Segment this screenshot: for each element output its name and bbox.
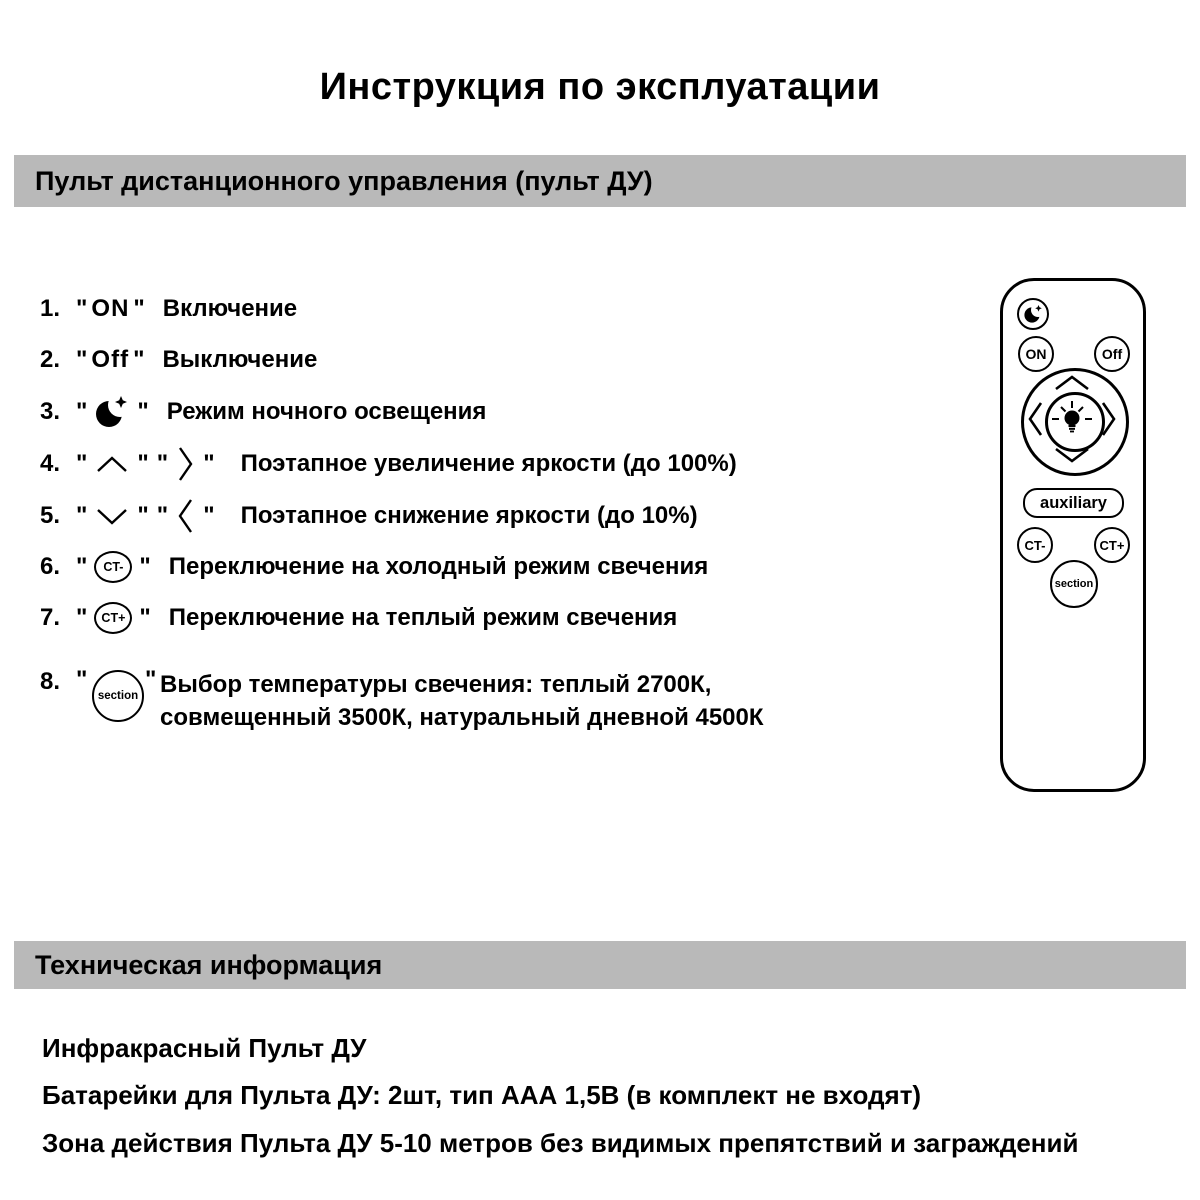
- quote-mark: ": [76, 553, 88, 580]
- list-item-brightness-down: [40, 494, 698, 538]
- quote-mark: ": [76, 346, 88, 373]
- on-label: ON: [91, 295, 130, 322]
- quote-mark: ": [133, 295, 145, 322]
- item-description: Поэтапное снижение яркости (до 10%): [240, 502, 698, 529]
- item-number: 7.: [40, 604, 61, 631]
- quote-mark: ": [139, 553, 151, 580]
- section-header-remote: [14, 155, 1186, 207]
- ct-minus-button: CT-: [1017, 527, 1053, 563]
- tech-line-ir: Инфракрасный Пульт ДУ: [42, 1033, 367, 1063]
- list-item-brightness-up: [40, 442, 737, 486]
- quote-mark: ": [76, 398, 88, 425]
- item-number: 8.: [40, 668, 61, 695]
- quote-mark: ": [137, 450, 149, 477]
- chevron-down-icon: [96, 508, 128, 525]
- section-header-tech-label: Техническая информация: [35, 949, 383, 980]
- item-description-line1: Выбор температуры свечения: теплый 2700К,: [160, 671, 712, 698]
- chevron-down-icon: [1054, 447, 1090, 463]
- bulb-icon: [1049, 396, 1095, 442]
- chevron-right-icon: [1101, 401, 1116, 437]
- section-header-tech: [14, 941, 1186, 989]
- quote-mark: ": [156, 450, 169, 477]
- item-description: Поэтапное увеличение яркости (до 100%): [240, 450, 737, 477]
- ct-minus-badge: CT-: [94, 551, 132, 583]
- quote-mark: ": [203, 502, 215, 529]
- item-description: Выключение: [162, 346, 318, 373]
- quote-mark: ": [76, 295, 88, 322]
- off-button: Off: [1094, 336, 1130, 372]
- quote-mark: ": [139, 604, 151, 631]
- auxiliary-button: auxiliary: [1023, 488, 1124, 518]
- section-button: section: [1050, 560, 1098, 608]
- item-description: Переключение на холодный режим свечения: [168, 553, 709, 580]
- item-description: Режим ночного освещения: [166, 398, 487, 425]
- item-number: 3.: [40, 398, 61, 425]
- item-number: 2.: [40, 346, 61, 373]
- quote-mark: ": [156, 502, 169, 529]
- moon-icon: [96, 395, 128, 429]
- item-number: 1.: [40, 295, 61, 322]
- chevron-left-icon: [178, 498, 193, 534]
- section-badge: section: [92, 670, 144, 722]
- item-number: 5.: [40, 502, 61, 529]
- list-item-ct-minus: [40, 545, 708, 589]
- moon-icon: [1024, 304, 1043, 324]
- on-button: ON: [1018, 336, 1054, 372]
- quote-mark: ": [145, 666, 157, 693]
- off-label: Off: [91, 346, 130, 373]
- quote-mark: ": [76, 604, 88, 631]
- item-number: 4.: [40, 450, 61, 477]
- list-item-on: [40, 287, 297, 331]
- item-description: Переключение на теплый режим свечения: [168, 604, 678, 631]
- night-mode-button: [1017, 298, 1049, 330]
- item-description-line2: совмещенный 3500К, натуральный дневной 4500К: [160, 704, 764, 731]
- tech-line-batteries: Батарейки для Пульта ДУ: 2шт, тип ААА 1,5В (в комплект не входят): [42, 1080, 922, 1110]
- quote-mark: ": [76, 502, 88, 529]
- item-number: 6.: [40, 553, 61, 580]
- chevron-right-icon: [178, 446, 193, 482]
- page-title: Инструкция по эксплуатации: [319, 66, 881, 108]
- quote-mark: ": [76, 450, 88, 477]
- chevron-left-icon: [1028, 401, 1043, 437]
- item-description: Включение: [162, 295, 298, 322]
- remote-control-illustration: [1000, 278, 1146, 792]
- quote-mark: ": [137, 502, 149, 529]
- ct-plus-button: CT+: [1094, 527, 1130, 563]
- ct-plus-badge: CT+: [94, 602, 132, 634]
- list-item-night-mode: [40, 390, 486, 434]
- chevron-up-icon: [1054, 375, 1090, 391]
- quote-mark: ": [133, 346, 145, 373]
- section-header-remote-label: Пульт дистанционного управления (пульт ДУ): [35, 165, 653, 196]
- quote-mark: ": [203, 450, 215, 477]
- quote-mark: ": [137, 398, 149, 425]
- tech-line-range: Зона действия Пульта ДУ 5-10 метров без видимых препятствий и заграждений: [42, 1128, 1079, 1158]
- quote-mark: ": [76, 666, 88, 693]
- chevron-up-icon: [96, 456, 128, 473]
- list-item-ct-plus: [40, 596, 677, 640]
- list-item-off: [40, 338, 317, 382]
